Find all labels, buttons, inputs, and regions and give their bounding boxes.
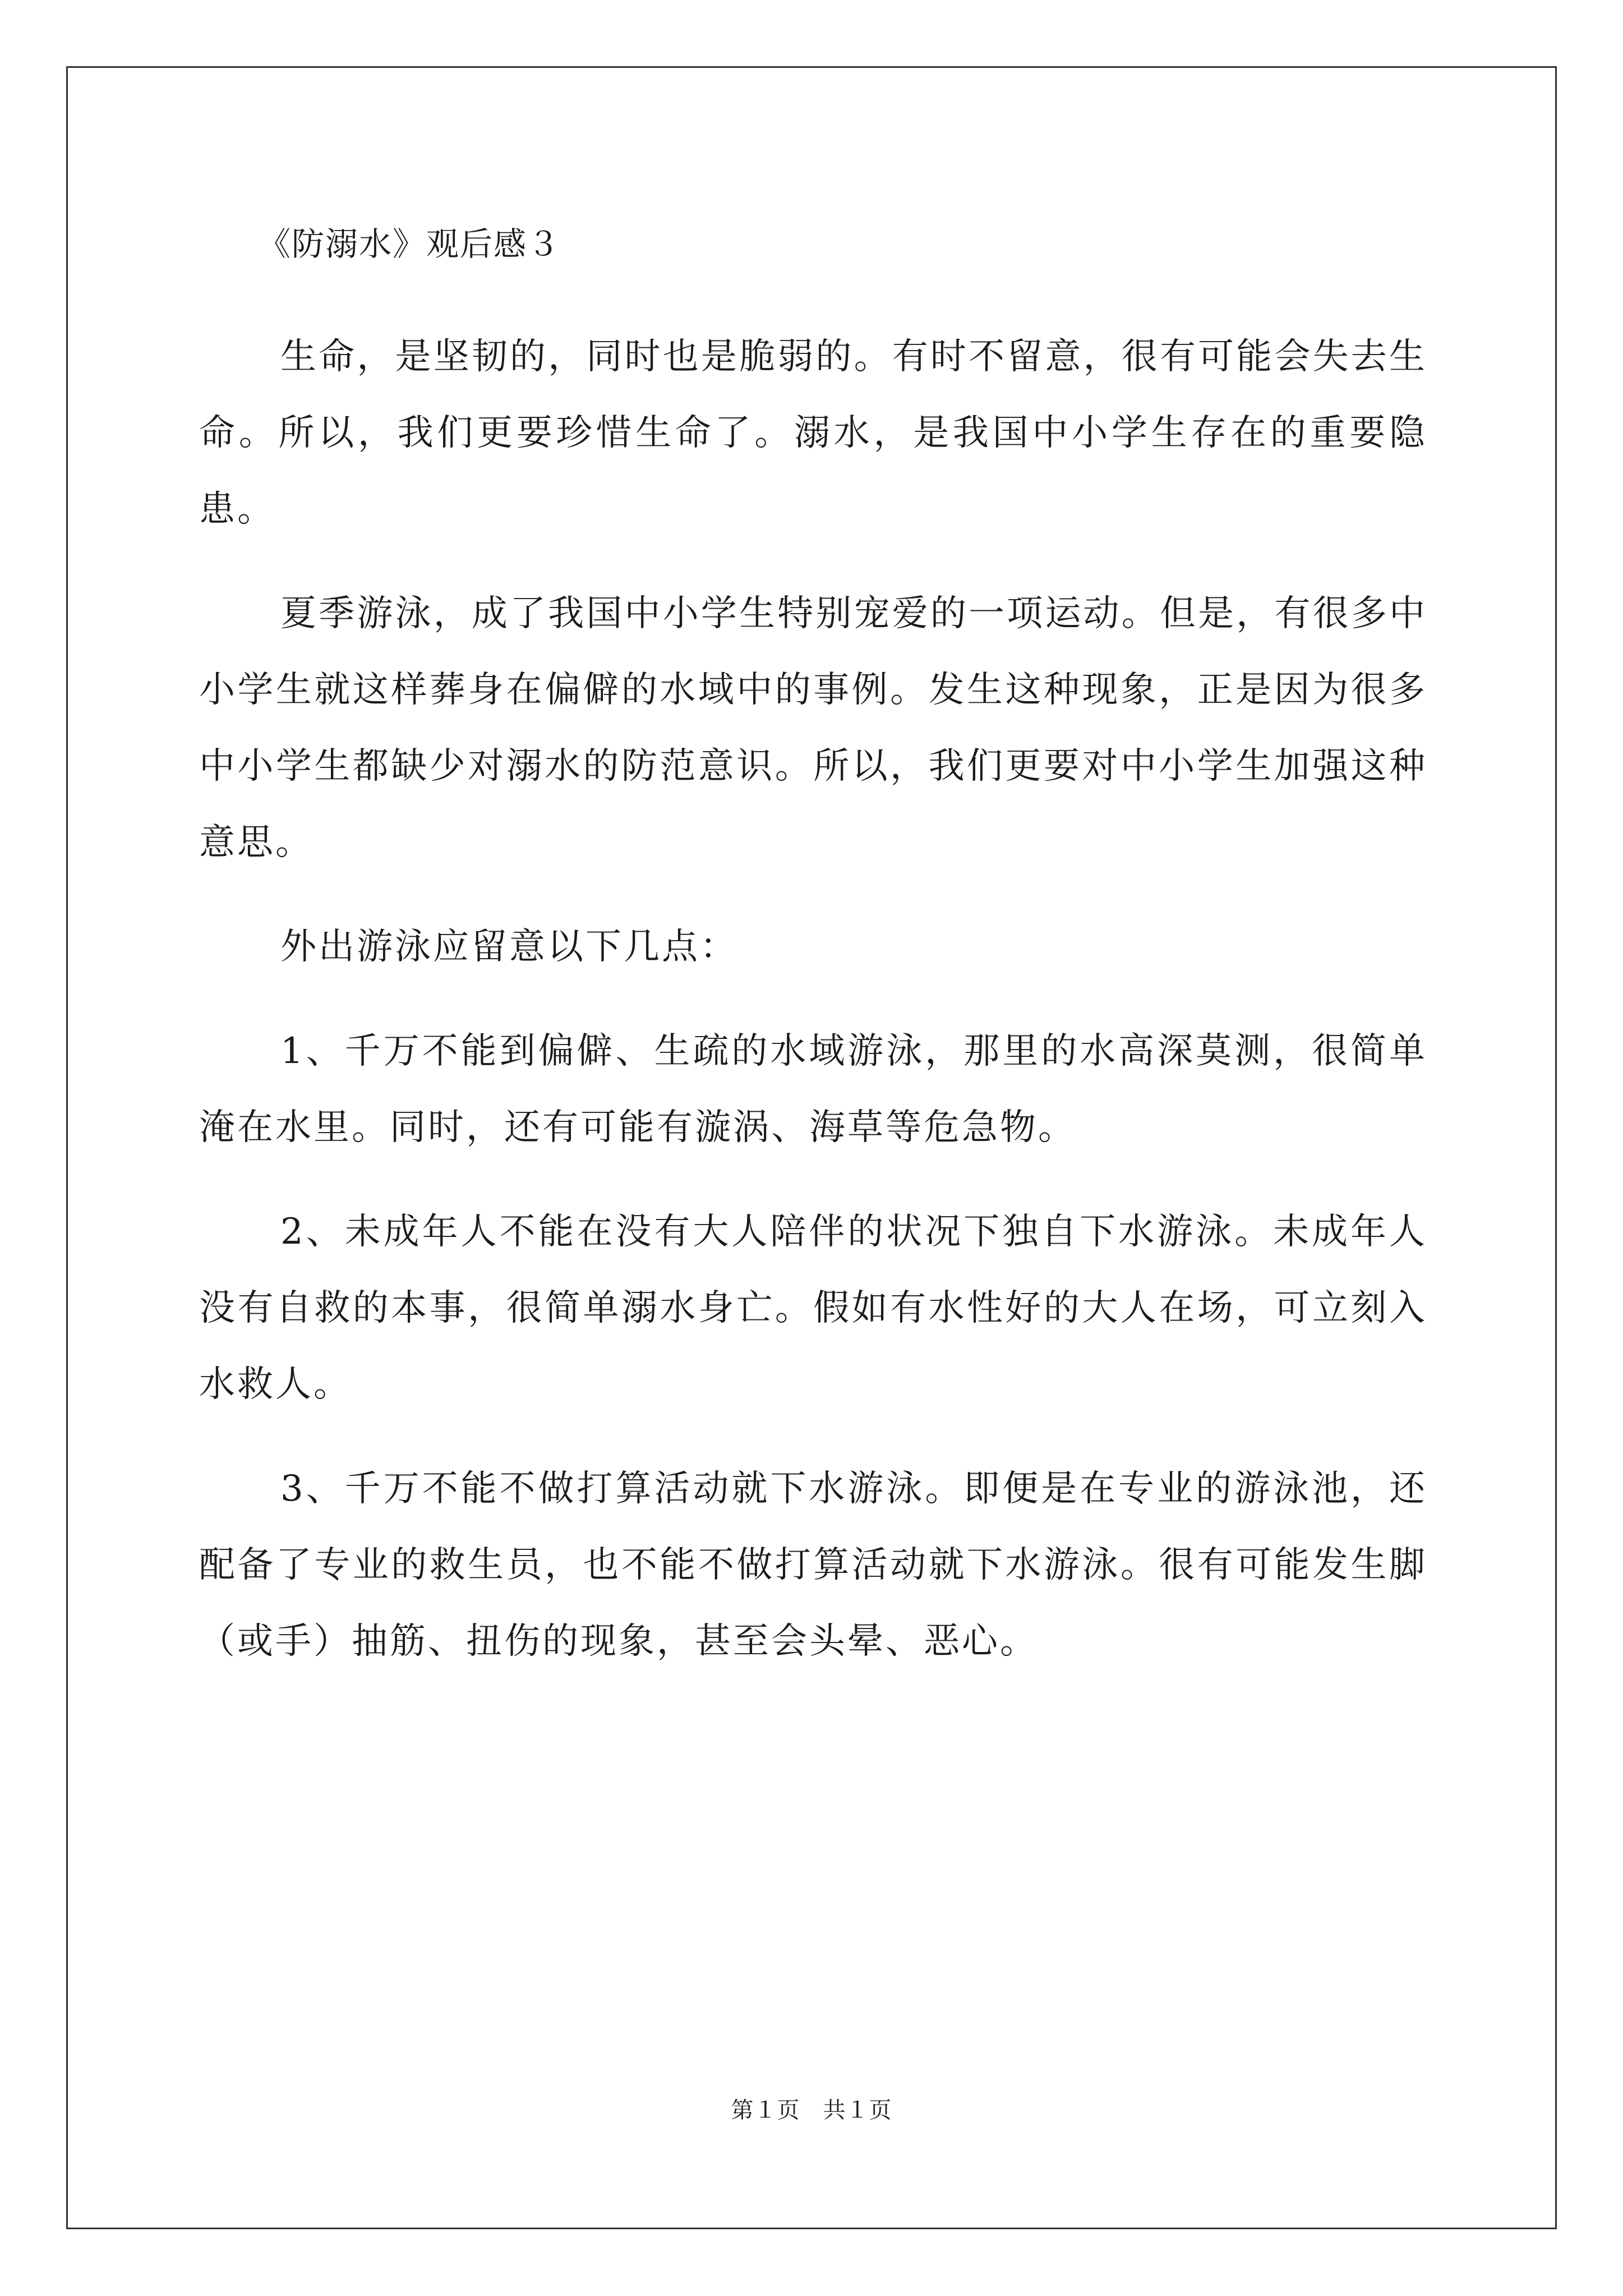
paragraph-1: 生命，是坚韧的，同时也是脆弱的。有时不留意，很有可能会失去生命。所以，我们更要珍惜生命了。溺水，是我国中小学生存在的重要隐患。 xyxy=(199,336,1427,530)
paragraph-6: 3、千万不能不做打算活动就下水游泳。即便是在专业的游泳池，还配备了专业的救生员，也不能不做打算活动就下水游泳。很有可能发生脚（或手）抽筋、扭伤的现象，甚至会头晕、恶心。 xyxy=(199,1468,1427,1662)
paragraph-5: 2、未成年人不能在没有大人陪伴的状况下独自下水游泳。未成年人没有自救的本事，很简单溺水身亡。假如有水性好的大人在场，可立刻入水救人。 xyxy=(199,1211,1427,1405)
document-body xyxy=(199,219,1427,1708)
paragraph-3: 外出游泳应留意以下几点： xyxy=(280,926,738,968)
paragraph-2: 夏季游泳，成了我国中小学生特别宠爱的一项运动。但是，有很多中小学生就这样葬身在偏僻的水域中的事例。发生这种现象，正是因为很多中小学生都缺少对溺水的防范意识。所以，我们更要对中小学生加强这种意思。 xyxy=(199,593,1427,863)
page-number-footer: 第１页 共１页 xyxy=(731,2097,892,2123)
paragraph-4: 1、千万不能到偏僻、生疏的水域游泳，那里的水高深莫测，很简单淹在水里。同时，还有可能有漩涡、海草等危急物。 xyxy=(199,1030,1427,1148)
document-title: 《防溺水》观后感３ xyxy=(258,225,561,263)
